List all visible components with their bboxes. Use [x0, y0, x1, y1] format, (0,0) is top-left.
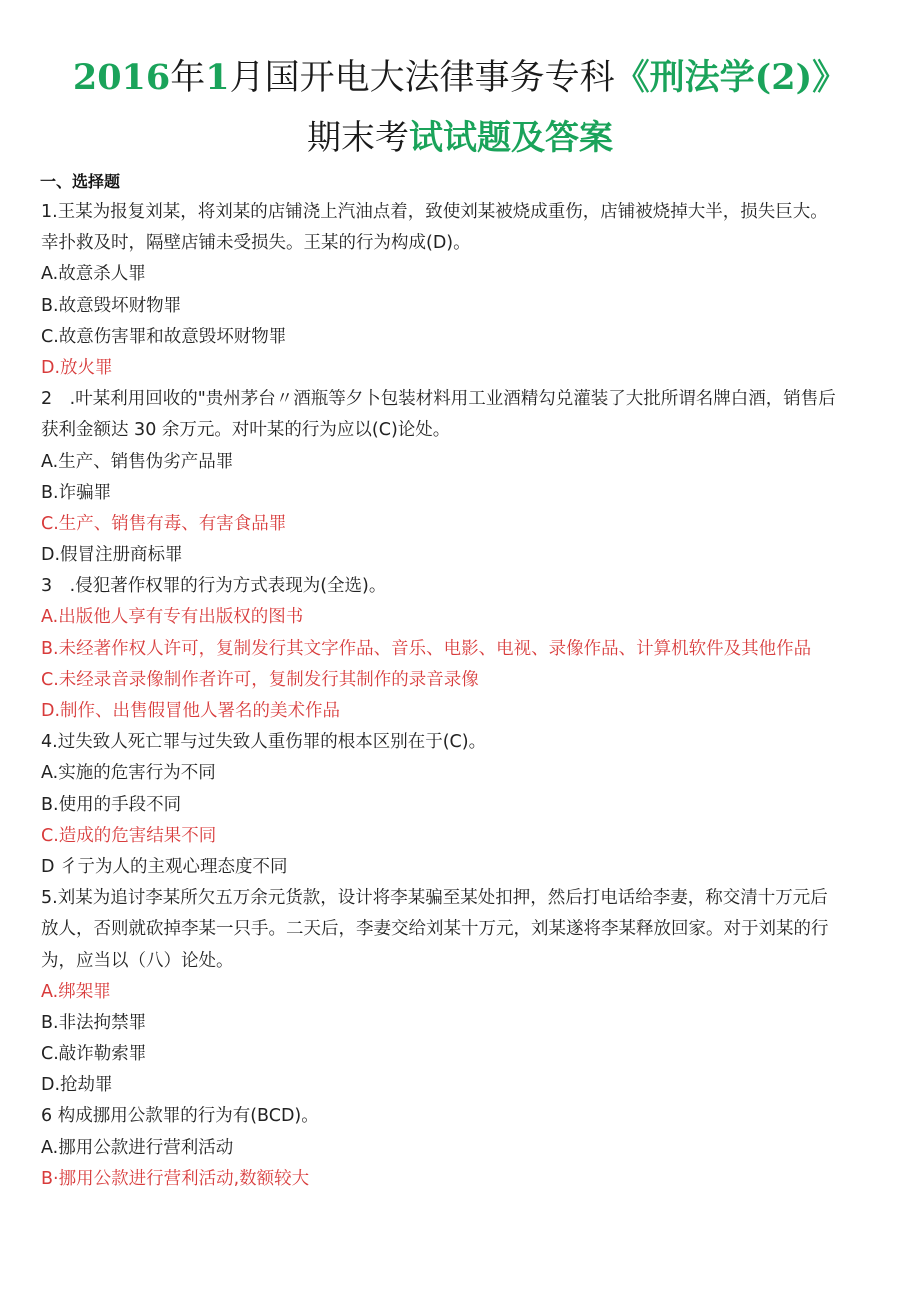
question-text-line: 放人，否则就砍掉李某一只手。二天后，李妻交给刘某十万元，刘某遂将李某释放回家。对于刘某的行: [41, 919, 829, 940]
question-text-line: 1.王某为报复刘某，将刘某的店铺浇上汽油点着，致使刘某被烧成重伤，店铺被烧掉大半，损失巨大。: [41, 202, 828, 222]
question-text-line: D.抢劫罪: [41, 1075, 113, 1096]
question-text-line: A.挪用公款进行营利活动: [41, 1137, 234, 1158]
question-text-line: B.诈骗罪: [41, 482, 112, 503]
question-text-line: D 彳亍为人的主观心理态度不同: [41, 856, 288, 877]
question-text-line: B.非法拘禁罪: [41, 1012, 147, 1033]
answer-option-line: B.未经著作权人许可，复制发行其文字作品、音乐、电影、电视、录像作品、计算机软件及其他作品: [41, 638, 812, 659]
question-text-line: 获利金额达 30 余万元。对叶某的行为应以(C)论处。: [41, 420, 451, 441]
question-text-line: A.故意杀人罪: [41, 264, 146, 285]
answer-option-line: C.未经录音录像制作者许可，复制发行其制作的录音录像: [41, 669, 479, 690]
document-title-line1: [0, 54, 920, 102]
title-month: 1: [205, 57, 230, 98]
question-text-line: D.假冒注册商标罪: [41, 545, 183, 566]
question-text-line: B.故意毁坏财物罪: [41, 295, 182, 316]
answer-option-line: D.制作、出售假冒他人署名的美术作品: [41, 701, 341, 721]
answer-option-line: B·挪用公款进行营利活动,数额较大: [41, 1168, 310, 1189]
answer-option-line: A.出版他人享有专有出版权的图书: [41, 607, 304, 628]
answer-option-line: A.绑架罪: [41, 981, 111, 1002]
question-text-line: 3 .侵犯著作权罪的行为方式表现为(全选)。: [41, 576, 387, 597]
title-exam-suffix: 试试题及答案: [409, 118, 613, 158]
title-year: 2016: [72, 57, 171, 98]
section-heading: 一、选择题: [40, 172, 121, 191]
question-text-line: C.故意伤害罪和故意毁坏财物罪: [41, 326, 287, 347]
question-text-line: 6 构成挪用公款罪的行为有(BCD)。: [41, 1106, 319, 1127]
question-text-line: C.敲诈勒索罪: [41, 1044, 147, 1065]
answer-option-line: D.放火罪: [41, 357, 113, 378]
question-text-line: B.使用的手段不同: [41, 794, 182, 815]
question-text-line: A.实施的危害行为不同: [41, 763, 216, 784]
title-school-major: 月国开电大法律事务专科: [229, 58, 615, 98]
question-text-line: 幸扑救及时，隔壁店铺未受损失。王某的行为构成(D)。: [41, 233, 471, 254]
document-title-line2: [0, 114, 920, 162]
question-text-line: A.生产、销售伪劣产品罪: [41, 451, 234, 472]
title-course: 《刑法学(2)》: [614, 57, 848, 98]
answer-option-line: C.生产、销售有毒、有害食品罪: [41, 513, 287, 534]
question-text-line: 5.刘某为追讨李某所欠五万余元货款，设计将李某骗至某处扣押，然后打电话给李妻，称交清十万元后: [41, 888, 828, 909]
question-text-line: 4.过失致人死亡罪与过失致人重伤罪的根本区别在于(C)。: [41, 732, 487, 753]
question-text-line: 2 .叶某利用回收的"贵州茅台〃酒瓶等夕卜包装材料用工业酒精勾兑灌装了大批所谓名牌白酒，销售后: [41, 389, 836, 410]
answer-option-line: C.造成的危害结果不同: [41, 825, 217, 846]
title-year-suffix: 年: [170, 58, 206, 98]
title-exam: 期末考: [307, 118, 409, 158]
question-text-line: 为，应当以（八）论处。: [41, 950, 234, 971]
question-list: [41, 197, 891, 1195]
